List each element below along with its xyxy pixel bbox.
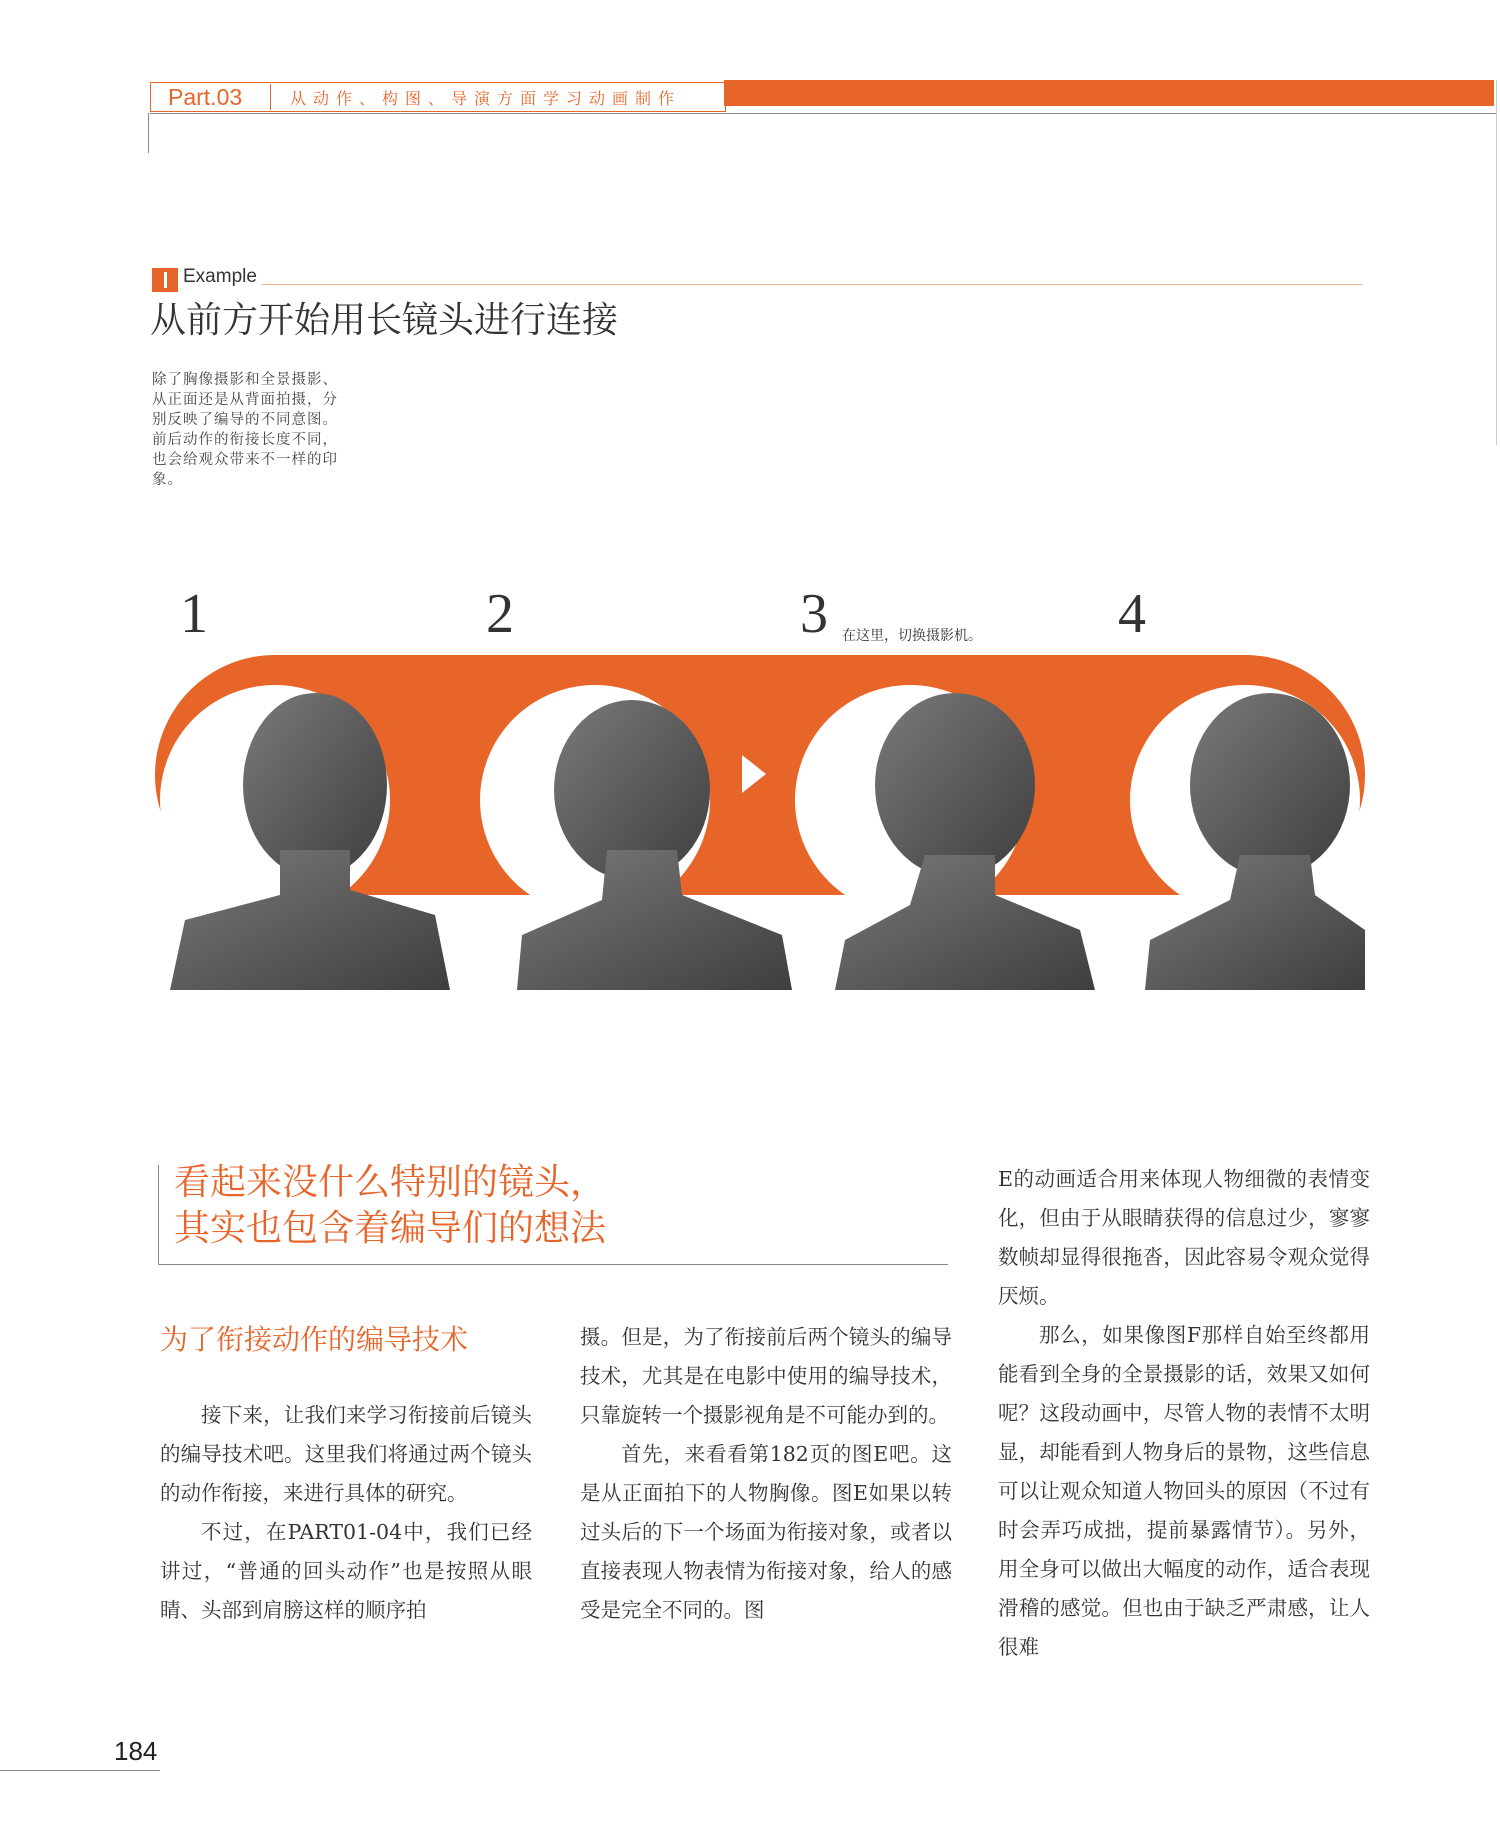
frame-number-1: 1: [180, 583, 208, 645]
header-part-label: Part.03: [168, 84, 243, 110]
frame-3-note: 在这里，切换摄影机。: [842, 628, 982, 644]
header-rule: [150, 113, 1496, 114]
header-separator: [270, 84, 271, 110]
example-rule: [262, 284, 1362, 285]
page-number: 184: [114, 1736, 158, 1766]
bust-frame-4: [1135, 690, 1425, 990]
paragraph: 首先，来看看第182页的图E吧。这是从正面拍下的人物胸像。图E如果以转过头后的下一个场面为衔接对象，或者以直接表现人物表情为衔接对象，给人的感受是完全不同的。图: [580, 1442, 952, 1622]
body-column-1: [160, 1396, 532, 1630]
section-title-line-1: 看起来没什么特别的镜头，: [174, 1162, 607, 1203]
example-intro: 除了胸像摄影和全景摄影、从正面还是从背面拍摄，分别反映了编导的不同意图。前后动作的衔接长度不同，也会给观众带来不一样的印象。: [152, 372, 338, 488]
paragraph: 不过，在PART01-04中，我们已经讲过，“普通的回头动作”也是按照从眼睛、头部到肩膀这样的顺序拍: [160, 1520, 532, 1622]
header-vertical-rule: [148, 113, 149, 153]
header-subtitle: 从动作、构图、导演方面学习动画制作: [290, 89, 682, 108]
footer-rule: [0, 1770, 160, 1771]
bust-frame-2: [512, 690, 802, 990]
body-column-3: [998, 1160, 1370, 1667]
frame-number-3: 3: [800, 583, 828, 645]
section-title-line-2: 其实也包含着编导们的想法: [174, 1208, 607, 1249]
header-accent-bar: [724, 80, 1494, 106]
bust-frame-3: [825, 690, 1115, 990]
frame-number-4: 4: [1118, 583, 1146, 645]
paragraph: 那么，如果像图F那样自始至终都用能看到全身的全景摄影的话，效果又如何呢？这段动画中，尽管人物的表情不太明显，却能看到人物身后的景物，这些信息可以让观众知道人物回头的原因（不过有时会弄巧成拙，提前暴露情节）。另外，用全身可以做出大幅度的动作，适合表现滑稽的感觉。但也由于缺乏严肃感，让人很难: [998, 1323, 1370, 1659]
frame-number-2: 2: [486, 583, 514, 645]
section-title: [174, 1160, 606, 1252]
example-title: 从前方开始用长镜头进行连接: [150, 300, 619, 341]
section-vertical-rule: [158, 1165, 159, 1265]
paragraph: E的动画适合用来体现人物细微的表情变化，但由于从眼睛获得的信息过少，寥寥数帧却显得很拖沓，因此容易令观众觉得厌烦。: [998, 1167, 1370, 1308]
subsection-title: 为了衔接动作的编导技术: [160, 1323, 469, 1356]
example-marker-icon: [152, 268, 178, 292]
page-edge-line: [1496, 80, 1497, 445]
body-column-2: [580, 1318, 952, 1630]
example-label: Example: [183, 266, 257, 287]
section-rule: [158, 1264, 948, 1265]
bust-frame-1: [165, 690, 455, 990]
paragraph: 摄。但是，为了衔接前后两个镜头的编导技术，尤其是在电影中使用的编导技术，只靠旋转一个摄影视角是不可能办到的。: [580, 1325, 952, 1427]
paragraph: 接下来，让我们来学习衔接前后镜头的编导技术吧。这里我们将通过两个镜头的动作衔接，来进行具体的研究。: [160, 1403, 532, 1505]
